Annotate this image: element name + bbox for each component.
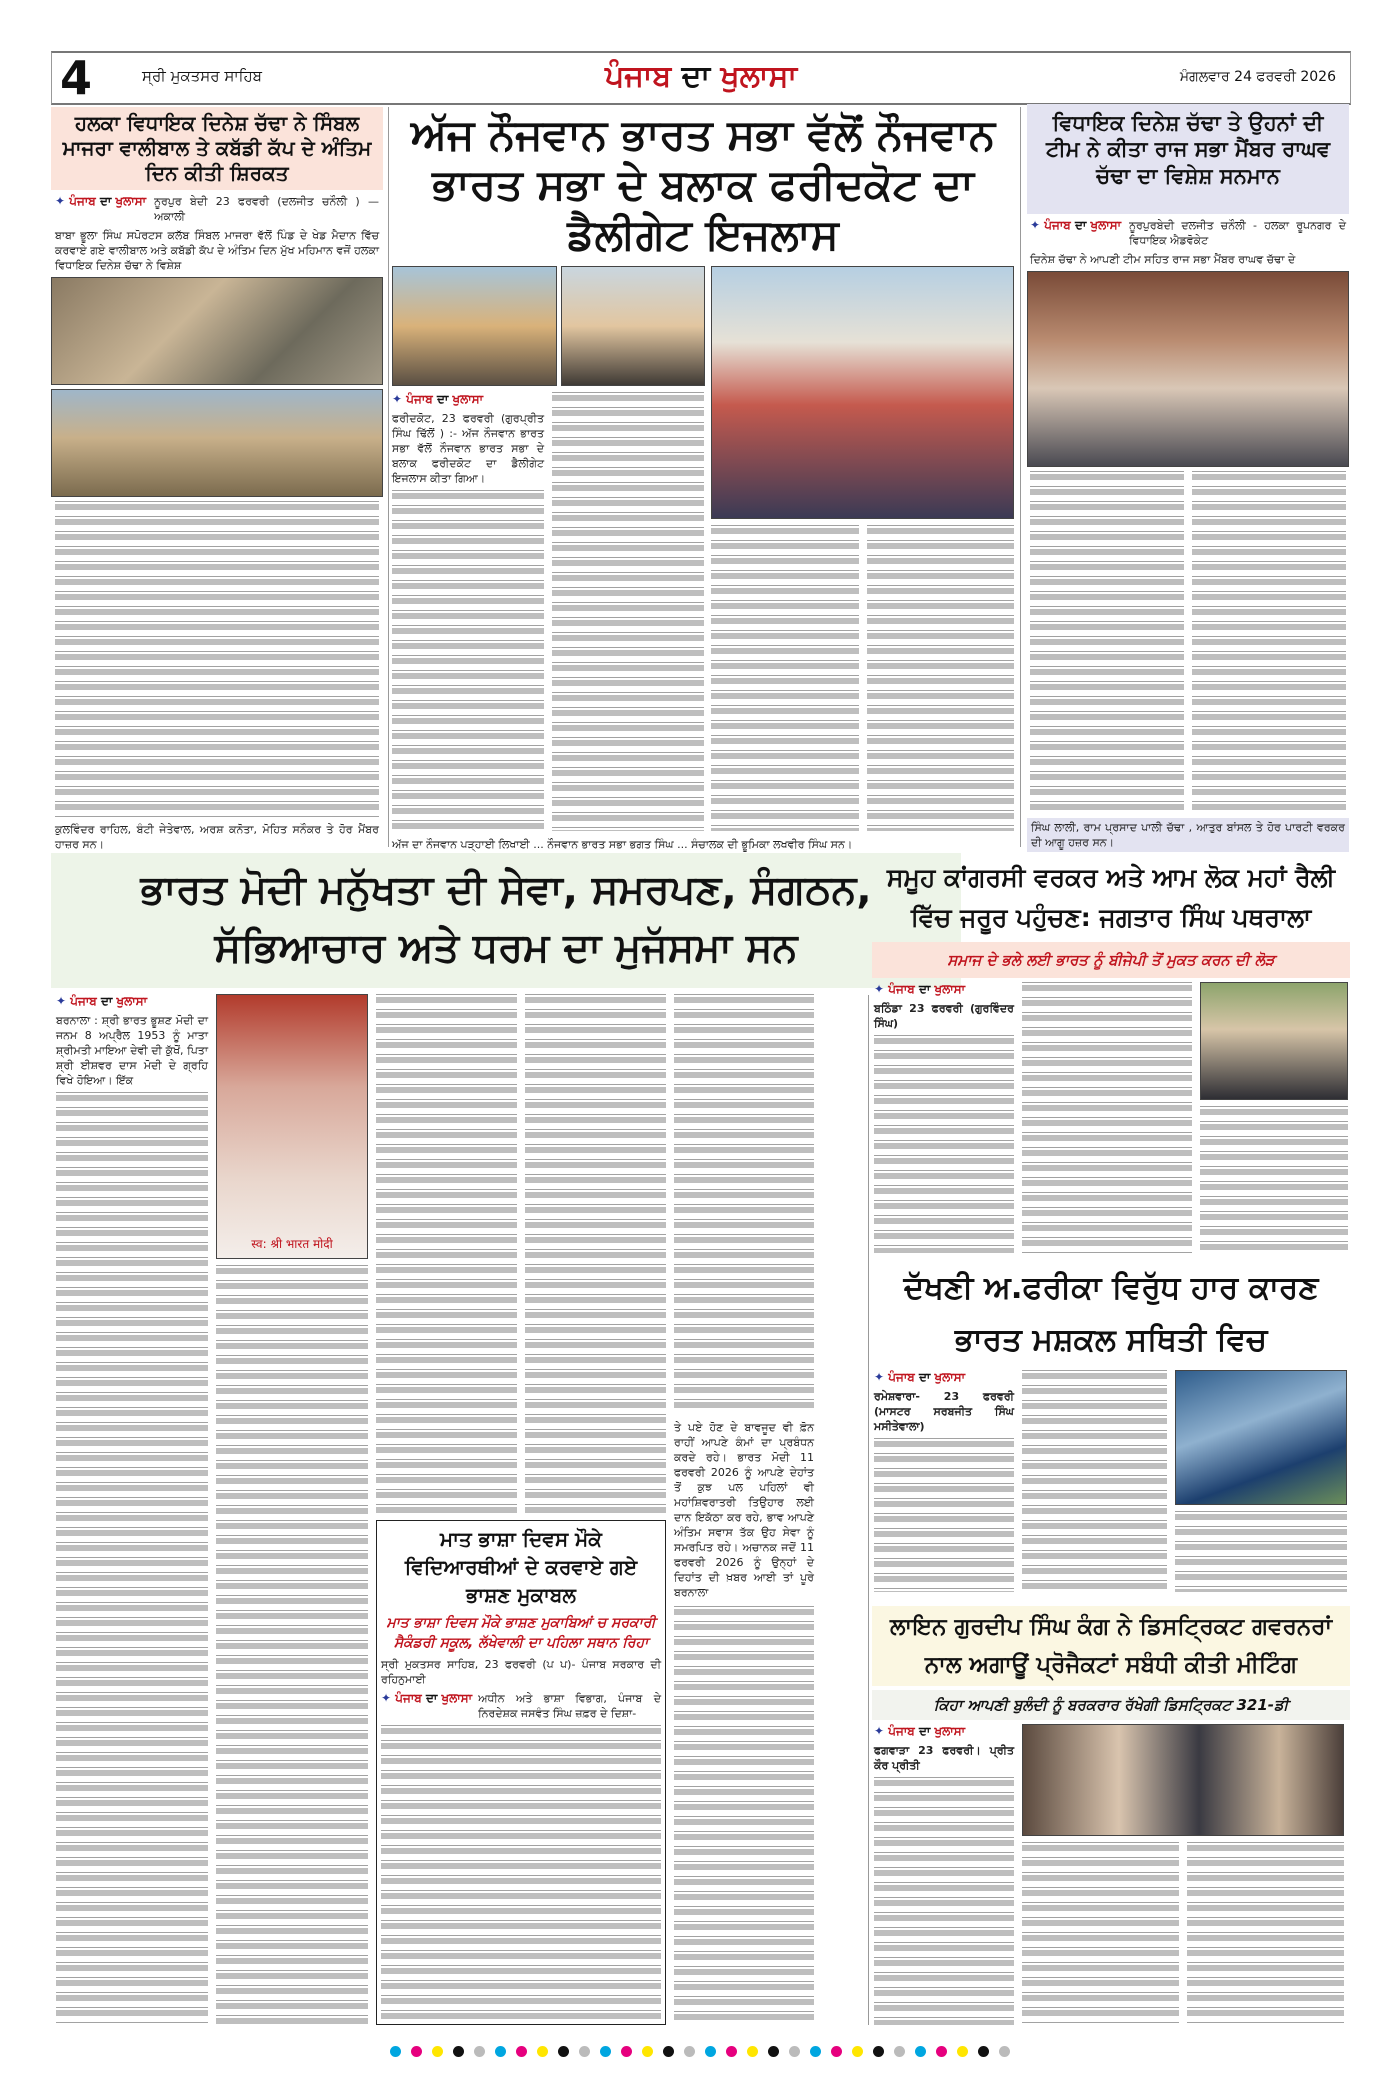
edition-city: ਸ੍ਰੀ ਮੁਕਤਸਰ ਸਾਹਿਬ <box>142 67 263 85</box>
volleyball-ending: ਕੁਲਵਿੰਦਰ ਰਾਹਿਲ, ਬੰਟੀ ਜੇਤੇਵਾਲ, ਅਰਸ਼ ਕਨੋਤਾ, ਮੋਹਿਤ ਸਨੌਕਰ ਤੇ ਹੋਰ ਮੈਂਬਰ ਹਾਜ਼ਰ ਸਨ। <box>55 823 379 851</box>
modi-col5 <box>674 994 814 2025</box>
registration-dot <box>768 2046 779 2057</box>
byline-part1: ਪੰਜਾਬ <box>888 982 915 996</box>
language-day-byline-row <box>381 1691 661 1721</box>
honour-lead: ਦਿਨੇਸ਼ ਚੱਢਾ ਨੇ ਆਪਣੀ ਟੀਮ ਸਹਿਤ ਰਾਜ ਸਭਾ ਮੈਂਬਰ ਰਾਘਵ ਚੱਢਾ ਦੇ <box>1030 253 1296 266</box>
modi-lead: ਬਰਨਾਲਾ : ਸ਼੍ਰੀ ਭਾਰਤ ਭੂਸ਼ਣ ਮੋਦੀ ਦਾ ਜਨਮ 8 ਅਪ੍ਰੈਲ 1953 ਨੂੰ ਮਾਤਾ ਸ਼੍ਰੀਮਤੀ ਮਾਇਆ ਦੇਵੀ ਦੀ ਕੁੱਖੋਂ, ਪਿਤਾ ਸ਼੍ਰੀ ਈਸ਼ਵਰ ਦਾਸ ਮੋਦੀ ਦੇ ਗ੍ਰਹਿ ਵਿਖੇ ਹੋਇਆ। ਇੱਕ <box>56 1014 208 1087</box>
lions-columns <box>872 1724 1350 2025</box>
youth-sabha-photo-3 <box>711 266 1014 519</box>
byline-logo <box>56 994 208 1009</box>
byline-part3: ਖੁਲਾਸਾ <box>452 392 484 406</box>
registration-dot <box>558 2046 569 2057</box>
youth-sabha-photo-1 <box>392 266 557 386</box>
byline-part2: ਦਾ <box>100 994 113 1008</box>
registration-dot <box>936 2046 947 2057</box>
honour-photo <box>1027 271 1349 467</box>
byline-part2: ਦਾ <box>918 982 931 996</box>
rally-body-col1 <box>874 1035 1014 1253</box>
youth-sabha-body-col3 <box>711 525 859 831</box>
registration-dot <box>705 2046 716 2057</box>
byline-part1: ਪੰਜਾਬ <box>406 392 433 406</box>
cricket-headline: ਦੱਖਣੀ ਅ.ਫਰੀਕਾ ਵਿਰੁੱਧ ਹਾਰ ਕਾਰਣ ਭਾਰਤ ਮਸ਼ਕਲ ਸਥਿਤੀ ਵਿਚ <box>903 1270 1319 1358</box>
lions-body-col2 <box>1022 1842 1179 2025</box>
fleur-icon: ✦ <box>874 982 885 996</box>
modi-middle-block <box>376 994 666 2025</box>
language-day-subheadline: ਮਾਤ ਭਾਸ਼ਾ ਦਿਵਸ ਮੌਕੇ ਭਾਸ਼ਣ ਮੁਕਾਬਿਆਂ ਚ ਸਰਕਾਰੀ ਸੈਕੰਡਰੀ ਸਕੂਲ, ਲੱਖੇਵਾਲੀ ਦਾ ਪਹਿਲਾ ਸਥਾਨ ਰਿਹਾ <box>386 1615 656 1651</box>
volleyball-byline-row <box>51 194 383 224</box>
modi-photo-caption: स्व: श्री भारत मोदी <box>251 1237 333 1251</box>
modi-body-col2 <box>216 1265 368 2025</box>
youth-sabha-columns-right <box>711 525 1014 831</box>
registration-dot <box>915 2046 926 2057</box>
modi-body-col1 <box>56 1092 208 2025</box>
youth-sabha-photo-2 <box>561 266 705 386</box>
youth-sabha-body-col1 <box>392 490 544 831</box>
byline-part2: ਦਾ <box>918 1370 931 1384</box>
registration-dot <box>495 2046 506 2057</box>
volleyball-lead: ਬਾਬਾ ਭੂਲਾ ਸਿੰਘ ਸਪੋਰਟਸ ਕਲੱਬ ਸਿੰਬਲ ਮਾਜਰਾ ਵੱਲੋਂ ਪਿੰਡ ਦੇ ਖੇਡ ਮੈਦਾਨ ਵਿੱਚ ਕਰਵਾਏ ਗਏ ਵਾਲੀਬਾਲ ਅਤੇ ਕਬੱਡੀ ਕੱਪ ਦੇ ਅੰਤਿਮ ਦਿਨ ਮੁੱਖ ਮਹਿਮਾਨ ਵਜੋਂ ਹਲਕਾ ਵਿਧਾਇਕ ਦਿਨੇਸ਼ ਚੱਢਾ ਨੇ ਵਿਸ਼ੇਸ਼ <box>55 229 379 272</box>
modi-col1 <box>56 994 208 2025</box>
honour-dateline: ਨੂਰਪੁਰਬੇਦੀ ਦਲਜੀਤ ਚਨੌਲੀ - ਹਲਕਾ ਰੂਪਨਗਰ ਦੇ ਵਿਧਾਇਕ ਐਡਵੋਕੇਟ <box>1129 219 1346 247</box>
byline-part1: ਪੰਜਾਬ <box>888 1370 915 1384</box>
volleyball-headline: ਹਲਕਾ ਵਿਧਾਇਕ ਦਿਨੇਸ਼ ਚੱਢਾ ਨੇ ਸਿੰਬਲ ਮਾਜਰਾ ਵਾਲੀਬਾਲ ਤੇ ਕਬੱਡੀ ਕੱਪ ਦੇ ਅੰਤਿਮ ਦਿਨ ਕੀਤੀ ਸ਼ਿਰਕਤ <box>51 107 383 190</box>
modi-columns <box>51 994 866 2025</box>
cricket-dateline: ਰਮੇਸ਼ਵਾਰਾ- 23 ਫਰਵਰੀ (ਮਾਸਟਰ ਸਰਬਜੀਤ ਸਿੰਘ ਮਸੀਤੇਵਾਲਾ) <box>874 1390 1014 1433</box>
rally-body-col2 <box>1022 982 1192 1253</box>
honour-headline: ਵਿਧਾਇਕ ਦਿਨੇਸ਼ ਚੱਢਾ ਤੇ ਉਹਨਾਂ ਦੀ ਟੀਮ ਨੇ ਕੀਤਾ ਰਾਜ ਸਭਾ ਮੈਂਬਰ ਰਾਘਵ ਚੱਢਾ ਦਾ ਵਿਸ਼ੇਸ਼ ਸਨਮਾਨ <box>1027 104 1349 214</box>
registration-dot <box>852 2046 863 2057</box>
registration-dot <box>726 2046 737 2057</box>
rally-photo <box>1200 982 1348 1100</box>
honour-body-col1 <box>1030 471 1184 814</box>
registration-dot <box>621 2046 632 2057</box>
byline-part1: ਪੰਜਾਬ <box>888 1724 915 1738</box>
rally-subheadline: ਸਮਾਜ ਦੇ ਭਲੇ ਲਈ ਭਾਰਤ ਨੂੰ ਬੀਜੇਪੀ ਤੋਂ ਮੁਕਤ ਕਰਨ ਦੀ ਲੋੜ <box>872 942 1350 978</box>
byline-part2: ਦਾ <box>436 392 449 406</box>
byline-logo <box>1030 218 1121 233</box>
fleur-icon: ✦ <box>381 1691 392 1705</box>
lions-right-columns <box>1022 1842 1344 2025</box>
registration-dot <box>411 2046 422 2057</box>
registration-dot <box>684 2046 695 2057</box>
rally-article <box>872 858 1350 1253</box>
column-rule <box>388 107 389 847</box>
fleur-icon: ✦ <box>55 194 66 208</box>
byline-part2: ਦਾ <box>918 1724 931 1738</box>
language-day-body <box>381 1725 661 2020</box>
youth-sabha-body-col2 <box>552 392 704 831</box>
honour-columns <box>1027 471 1349 814</box>
honour-body-col2 <box>1192 471 1346 814</box>
byline-logo <box>392 392 544 407</box>
modi-article <box>51 853 872 2025</box>
youth-sabha-photo-row <box>392 266 705 386</box>
column-rule <box>1020 107 1021 847</box>
registration-dot <box>537 2046 548 2057</box>
modi-body-col3 <box>376 994 517 1514</box>
rally-body-col3 <box>1200 1106 1348 1253</box>
language-day-dateline: ਸ੍ਰੀ ਮੁਕਤਸਰ ਸਾਹਿਬ, 23 ਫਰਵਰੀ (ਪ ਪ)- ਪੰਜਾਬ ਸਰਕਾਰ ਦੀ ਰਹਿਨੁਮਾਈ <box>381 1658 661 1686</box>
volleyball-photo-1 <box>51 277 383 385</box>
lions-body-col1 <box>874 1777 1014 2025</box>
byline-part2: ਦਾ <box>425 1691 438 1705</box>
byline-logo <box>874 1370 1014 1385</box>
honour-byline-row <box>1027 218 1349 248</box>
registration-dot <box>579 2046 590 2057</box>
byline-part1: ਪੰਜਾਬ <box>70 994 97 1008</box>
youth-sabha-article <box>392 110 1014 852</box>
cricket-col3 <box>1175 1370 1347 1592</box>
youth-sabha-headline: ਅੱਜ ਨੌਜਵਾਨ ਭਾਰਤ ਸਭਾ ਵੱਲੋਂ ਨੌਜਵਾਨ ਭਾਰਤ ਸਭਾ ਦੇ ਬਲਾਕ ਫਰੀਦਕੋਟ ਦਾ ਡੈਲੀਗੇਟ ਇਜਲਾਸ <box>410 110 996 259</box>
rally-col1 <box>874 982 1014 1253</box>
registration-dot <box>516 2046 527 2057</box>
byline-logo <box>874 1724 1014 1739</box>
youth-sabha-body-col4 <box>867 525 1015 831</box>
cricket-columns <box>872 1370 1350 1592</box>
registration-dot <box>390 2046 401 2057</box>
youth-sabha-ending: ਅੱਜ ਦਾ ਨੌਜਵਾਨ ਪੜ੍ਹਾਈ ਲਿਖਾਈ ... ਨੌਜਵਾਨ ਭਾਰਤ ਸਭਾ ਭਗਤ ਸਿੰਘ ... ਸੰਚਾਲਕ ਦੀ ਭੂਮਿਕਾ ਲਖਵੀਰ ਸਿੰਘ ਸਨ। <box>392 838 853 851</box>
registration-dot <box>600 2046 611 2057</box>
byline-part1: ਪੰਜਾਬ <box>1044 218 1071 232</box>
registration-dot <box>642 2046 653 2057</box>
language-day-box <box>376 1520 666 2025</box>
youth-sabha-body-area <box>392 266 1014 831</box>
byline-logo <box>55 194 146 209</box>
cricket-col1 <box>874 1370 1014 1592</box>
registration-dot <box>873 2046 884 2057</box>
column-rule <box>868 995 869 2025</box>
page-number: 4 <box>60 51 93 105</box>
cricket-body-col2 <box>1022 1370 1167 1592</box>
issue-date: ਮੰਗਲਵਾਰ 24 ਫਰਵਰੀ 2026 <box>1179 69 1336 85</box>
registration-dot <box>663 2046 674 2057</box>
youth-sabha-dateline: ਫਰੀਦਕੋਟ, 23 ਫਰਵਰੀ (ਗੁਰਪ੍ਰੀਤ ਸਿੰਘ ਢਿੱਲੋਂ ) :- ਅੱਜ ਨੌਜਵਾਨ ਭਾਰਤ ਸਭਾ ਵੱਲੋਂ ਨੌਜਵਾਨ ਭਾਰਤ ਸਭਾ ਦੇ ਬਲਾਕ ਫਰੀਦਕੋਟ ਦਾ ਡੈਲੀਗੇਟ ਇਜਲਾਸ ਕੀਤਾ ਗਿਆ। <box>392 412 544 485</box>
lions-photo <box>1022 1724 1344 1836</box>
volleyball-article <box>51 107 383 852</box>
honour-ending: ਸਿੰਘ ਲਾਲੀ, ਰਾਮ ਪ੍ਰਸਾਦ ਪਾਲੀ ਚੱਢਾ , ਆਤੁਰ ਬਾਂਸਲ ਤੇ ਹੋਰ ਪਾਰਟੀ ਵਰਕਰ ਦੀ ਆਗੂ ਹਜ਼ਰ ਸਨ। <box>1027 818 1349 852</box>
byline-part2: ਦਾ <box>1074 218 1087 232</box>
rally-headline: ਸਮੂਹ ਕਾਂਗਰਸੀ ਵਰਕਰ ਅਤੇ ਆਮ ਲੋਕ ਮਹਾਂ ਰੈਲੀ ਵਿੱਚ ਜਰੂਰ ਪਹੁੰਚਣ: ਜਗਤਾਰ ਸਿੰਘ ਪਥਰਾਲਾ <box>886 863 1336 932</box>
byline-part2: ਦਾ <box>99 194 112 208</box>
registration-dot <box>999 2046 1010 2057</box>
youth-sabha-right-block <box>711 266 1014 831</box>
registration-dot <box>957 2046 968 2057</box>
registration-dot <box>831 2046 842 2057</box>
byline-logo <box>381 1691 472 1706</box>
registration-dot <box>894 2046 905 2057</box>
cricket-photo <box>1175 1370 1347 1505</box>
masthead-part1: ਪੰਜਾਬ <box>604 59 672 94</box>
lions-body-col3 <box>1187 1842 1344 2025</box>
modi-col2 <box>216 994 368 2025</box>
byline-logo <box>874 982 1014 997</box>
registration-dot <box>453 2046 464 2057</box>
byline-part3: ਖੁਲਾਸਾ <box>441 1691 473 1705</box>
youth-sabha-left-block <box>392 266 705 831</box>
lions-col1 <box>874 1724 1014 2025</box>
registration-dot <box>474 2046 485 2057</box>
modi-body-col6 <box>674 1606 814 2026</box>
byline-part3: ਖੁਲਾਸਾ <box>934 1724 966 1738</box>
volleyball-photo-2 <box>51 389 383 497</box>
lions-dateline: ਫਗਵਾੜਾ 23 ਫਰਵਰੀ। ਪ੍ਰੀਤ ਕੌਰ ਪ੍ਰੀਤੀ <box>874 1744 1014 1772</box>
page-header <box>51 51 1351 105</box>
registration-dot <box>810 2046 821 2057</box>
cricket-body-col3 <box>1175 1511 1347 1592</box>
byline-part3: ਖੁਲਾਸਾ <box>934 1370 966 1384</box>
honour-article <box>1027 104 1349 852</box>
modi-portrait <box>216 994 368 1259</box>
byline-part3: ਖੁਲਾਸਾ <box>934 982 966 996</box>
fleur-icon: ✦ <box>56 994 67 1008</box>
rally-columns <box>872 982 1350 1253</box>
rally-col3 <box>1200 982 1348 1253</box>
language-day-headline: ਮਾਤ ਭਾਸ਼ਾ ਦਿਵਸ ਮੌਕੇ ਵਿਦਿਆਰਥੀਆਂ ਦੇ ਕਰਵਾਏ ਗਏ ਭਾਸ਼ਣ ਮੁਕਾਬਲ <box>404 1527 638 1607</box>
registration-dot <box>747 2046 758 2057</box>
lions-right-block <box>1022 1724 1344 2025</box>
lions-subheadline: ਕਿਹਾ ਆਪਣੀ ਬੁਲੰਦੀ ਨੂੰ ਬਰਕਰਾਰ ਰੱਖੇਗੀ ਡਿਸਟ੍ਰਿਕਟ 321-ਡੀ <box>872 1690 1350 1720</box>
modi-excerpt: ਤੇ ਪਏ ਹੋਣ ਦੇ ਬਾਵਜੂਦ ਵੀ ਫ਼ੋਨ ਰਾਹੀਂ ਆਪਣੇ ਕੰਮਾਂ ਦਾ ਪ੍ਰਬੰਧਨ ਕਰਦੇ ਰਹੇ। ਭਾਰਤ ਮੋਦੀ 11 ਫਰਵਰੀ 2026 ਨੂੰ ਆਪਣੇ ਦੇਹਾਂਤ ਤੋਂ ਕੁਝ ਪਲ ਪਹਿਲਾਂ ਵੀ ਮਹਾਂਸ਼ਿਵਰਾਤਰੀ ਤਿਉਹਾਰ ਲਈ ਦਾਨ ਇਕੱਠਾ ਕਰ ਰਹੇ, ਭਾਵ ਆਪਣੇ ਅੰਤਿਮ ਸਵਾਸ ਤੱਕ ਉਹ ਸੇਵਾ ਨੂੰ ਸਮਰਪਿਤ ਰਹੇ। ਅਚਾਨਕ ਜਦੋਂ 11 ਫਰਵਰੀ 2026 ਨੂੰ ਉਨ੍ਹਾਂ ਦੇ ਦਿਹਾਂਤ ਦੀ ਖ਼ਬਰ ਆਈ ਤਾਂ ਪੂਰੇ ਬਰਨਾਲਾ <box>674 1420 814 1599</box>
cricket-body-col1 <box>874 1438 1014 1592</box>
modi-headline: ਭਾਰਤ ਮੋਦੀ ਮਨੁੱਖਤਾ ਦੀ ਸੇਵਾ, ਸਮਰਪਣ, ਸੰਗਠਨ, ਸੱਭਿਆਚਾਰ ਅਤੇ ਧਰਮ ਦਾ ਮੁਜੱਸਮਾ ਸਨ <box>51 853 961 988</box>
volleyball-dateline: ਨੂਰਪੁਰ ਬੇਦੀ 23 ਫਰਵਰੀ (ਦਲਜੀਤ ਚਨੌਲੀ ) — ਅਕਾਲੀ <box>154 195 379 223</box>
byline-part1: ਪੰਜਾਬ <box>69 194 96 208</box>
youth-sabha-col2 <box>552 392 704 831</box>
registration-dot <box>432 2046 443 2057</box>
language-day-lead: ਅਧੀਨ ਅਤੇ ਭਾਸ਼ਾ ਵਿਭਾਗ, ਪੰਜਾਬ ਦੇ ਨਿਰਦੇਸ਼ਕ ਜਸਵੰਤ ਸਿੰਘ ਜ਼ਫ਼ਰ ਦੇ ਦਿਸ਼ਾ- <box>478 1692 661 1720</box>
masthead-part2: ਦਾ <box>681 59 711 94</box>
youth-sabha-col1 <box>392 392 544 831</box>
byline-part3: ਖੁਲਾਸਾ <box>1090 218 1122 232</box>
registration-dot <box>789 2046 800 2057</box>
fleur-icon: ✦ <box>1030 218 1041 232</box>
fleur-icon: ✦ <box>874 1724 885 1738</box>
fleur-icon: ✦ <box>392 392 403 406</box>
masthead-part3: ਖੁਲਾਸਾ <box>720 59 798 94</box>
lions-article <box>872 1606 1350 2025</box>
volleyball-body <box>55 501 379 818</box>
modi-body-col5 <box>674 994 814 1414</box>
byline-part3: ਖੁਲਾਸਾ <box>115 194 147 208</box>
rally-dateline: ਬਠਿੰਡਾ 23 ਫਰਵਰੀ (ਗੁਰਵਿੰਦਰ ਸਿੰਘ) <box>874 1002 1014 1030</box>
registration-marks <box>51 2042 1349 2061</box>
byline-part1: ਪੰਜਾਬ <box>395 1691 422 1705</box>
lions-headline: ਲਾਇਨ ਗੁਰਦੀਪ ਸਿੰਘ ਕੰਗ ਨੇ ਡਿਸਟ੍ਰਿਕਟ ਗਵਰਨਰਾਂ ਨਾਲ ਅਗਾਊਂ ਪ੍ਰੋਜੈਕਟਾਂ ਸਬੰਧੀ ਕੀਤੀ ਮੀਟਿੰਗ <box>872 1606 1350 1686</box>
youth-sabha-columns-left <box>392 392 705 831</box>
modi-body-col4 <box>525 994 666 1514</box>
masthead <box>52 59 1350 94</box>
cricket-article <box>872 1262 1350 1592</box>
registration-dot <box>978 2046 989 2057</box>
byline-part3: ਖੁਲਾਸਾ <box>116 994 148 1008</box>
modi-middle-columns <box>376 994 666 1514</box>
fleur-icon: ✦ <box>874 1370 885 1384</box>
